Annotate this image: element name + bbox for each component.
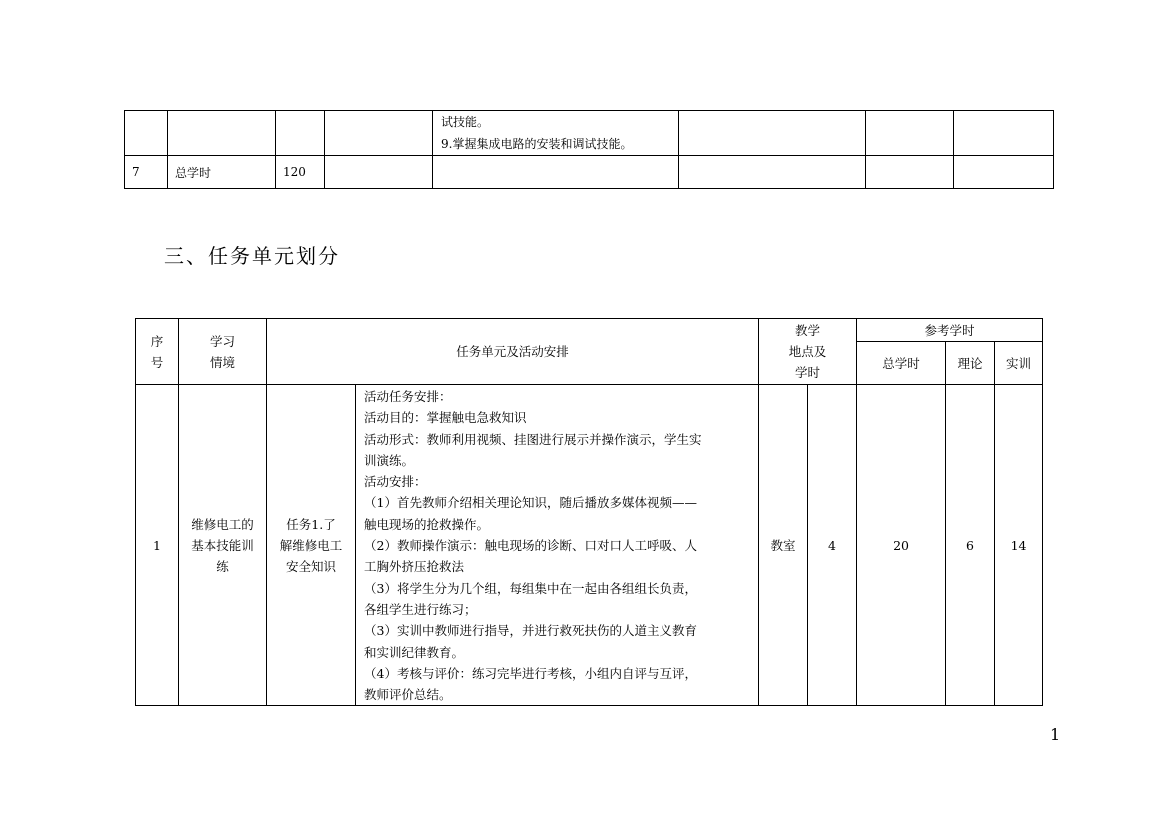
table-row: [125, 111, 1054, 156]
cell-theory: 6: [946, 385, 995, 706]
task-unit-table: [135, 318, 1043, 706]
description-line: 试技能。: [441, 115, 490, 129]
header-situation: [179, 319, 267, 385]
header-line: 教学: [795, 323, 821, 338]
activity-line: 工胸外挤压抢救法: [364, 559, 465, 575]
activity-line: 活动安排：: [364, 474, 427, 490]
cell-seq: [125, 111, 168, 156]
table-row: [125, 156, 1054, 189]
cell-total-hours: 20: [857, 385, 946, 706]
cell-col4: [325, 111, 433, 156]
activity-line: 触电现场的抢救操作。: [364, 516, 490, 532]
continued-course-table: [124, 110, 1054, 189]
cell-seq: 7: [125, 156, 168, 189]
header-total-hours: 总学时: [857, 342, 946, 385]
activity-line: 活动形式：教师利用视频、挂图进行展示并操作演示，学生实: [364, 431, 702, 447]
task-line: 解维修电工: [279, 537, 343, 553]
activity-line: 活动任务安排：: [364, 389, 452, 404]
cell-col8: [954, 156, 1054, 189]
page-number: 1: [1050, 725, 1061, 744]
cell-practice: 14: [995, 385, 1043, 706]
situation-line: 练: [216, 558, 229, 574]
cell-hours: [276, 111, 325, 156]
task-line: 任务1.了: [286, 516, 336, 532]
header-line: 学习: [209, 333, 235, 349]
cell-col8: [954, 111, 1054, 156]
description-line: 9.掌握集成电路的安装和调试技能。: [441, 137, 633, 151]
cell-situation: [179, 385, 267, 706]
cell-col4: [325, 156, 433, 189]
table-row: [136, 385, 1043, 706]
cell-seq: 1: [136, 385, 179, 706]
cell-activities: [356, 385, 759, 706]
cell-col6: [679, 156, 866, 189]
header-line: 学时: [795, 365, 821, 380]
header-line: 地点及: [788, 344, 827, 359]
header-theory: 理论: [946, 342, 995, 385]
section-title: 三、任务单元划分: [164, 244, 340, 268]
activity-line: 训演练。: [364, 452, 415, 468]
activity-line: 活动目的：掌握触电急救知识: [364, 410, 527, 426]
header-seq-text: 序号: [150, 333, 164, 370]
activity-line: （3）将学生分为几个组，每组集中在一起由各组组长负责，: [364, 580, 697, 596]
cell-venue: 教室: [759, 385, 808, 706]
cell-name: 总学时: [168, 156, 276, 189]
header-arrangement: 任务单元及活动安排: [267, 319, 759, 385]
cell-description: [433, 156, 679, 189]
activity-line: （3）实训中教师进行指导，并进行救死扶伤的人道主义教育: [364, 623, 697, 639]
header-seq: [136, 319, 179, 385]
cell-col6: [679, 111, 866, 156]
cell-task: [267, 385, 356, 706]
header-row: [136, 319, 1043, 342]
situation-line: 维修电工的: [191, 516, 254, 532]
header-venue: [759, 319, 857, 385]
header-line: 情境: [209, 354, 235, 370]
cell-col7: [866, 111, 954, 156]
activity-line: 教师评价总结。: [364, 687, 452, 703]
activity-line: 各组学生进行练习；: [364, 601, 477, 617]
task-line: 安全知识: [285, 558, 336, 574]
activity-line: 和实训纪律教育。: [364, 644, 465, 660]
cell-description: [433, 111, 679, 156]
situation-line: 基本技能训: [191, 537, 254, 553]
header-practice: 实训: [995, 342, 1043, 385]
cell-col7: [866, 156, 954, 189]
activity-line: （2）教师操作演示：触电现场的诊断、口对口人工呼吸、人: [364, 538, 697, 554]
activity-line: （1）首先教师介绍相关理论知识，随后播放多媒体视频——: [364, 495, 697, 511]
cell-hours: 120: [276, 156, 325, 189]
activity-line: （4）考核与评价：练习完毕进行考核，小组内自评与互评，: [364, 665, 697, 681]
cell-venue-hours: 4: [808, 385, 857, 706]
header-reference-hours: 参考学时: [857, 319, 1043, 342]
cell-name: [168, 111, 276, 156]
